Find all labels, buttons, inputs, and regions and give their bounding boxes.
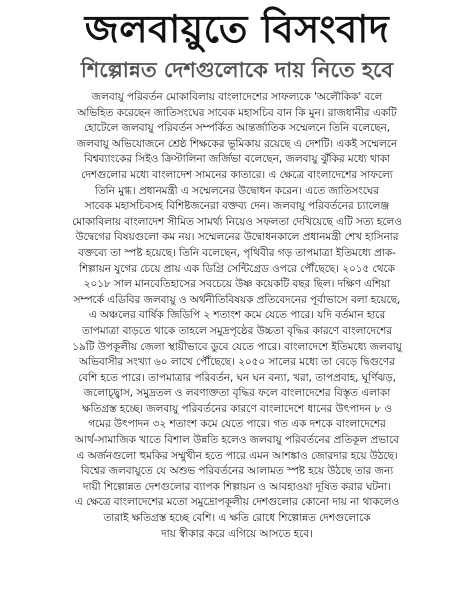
body-line: এ ক্ষেত্রে বাংলাদেশের মতো সমুদ্রোপকূলীয় দেশগুলোর কোনো দায় না থাকলেও [74, 496, 400, 509]
body-line: জলবায়ু অভিযোজনে শ্রেষ্ঠ শিক্ষকের ভূমিকায় রয়েছে এ দেশটি। একই সম্মেলনে [76, 137, 398, 150]
body-line: তাপমাত্রা বাড়তে থাকে তাহলে সমুদ্রপৃষ্ঠের উচ্চতা বৃদ্ধির কারণে বাংলাদেশের [81, 324, 392, 337]
body-line: অভিহিত করেছেন জাতিসংঘের সাবেক মহাসচিব বান কি মুন। রাজধানীর একটি [77, 106, 397, 119]
body-line: গমের উৎপাদন ৩২ শতাংশ কমে যেতে পারে। গত এক দশকে বাংলাদেশের [88, 418, 386, 431]
body-line: হোটেলে জলবায়ু পরিবর্তন সম্পর্কিত আন্তর্জাতিক সম্মেলনে তিনি বলেছেন, [83, 122, 391, 135]
body-line: দেশগুলোর মধ্যে বাংলাদেশ সামনের কাতারে। এ ক্ষেত্রে বাংলাদেশের সাফল্যে [81, 168, 393, 181]
headline: জলবায়ুতে বিসংবাদ [84, 7, 390, 51]
body-line: উদ্বেগের বিষয়গুলো কম নয়। সম্মেলনের উদ্বোধনকালে প্রধানমন্ত্রী শেখ হাসিনার [75, 231, 399, 244]
body-line: দায়ী শিল্পোন্নত দেশগুলোর ব্যাপক শিল্পায়ন ও আবহাওয়া দূষিত করার ঘটনা। [83, 480, 391, 493]
article-body [10, 90, 464, 542]
body-line: মোকাবিলায় বাংলাদেশ সীমিত সামর্থ্য নিয়েও সফলতা দেখিয়েছে এটি সত্য হলেও [72, 215, 402, 228]
subheadline: শিল্পোন্নত দেশগুলোকে দায় নিতে হবে [80, 58, 394, 82]
body-line: ক্ষতিগ্রস্ত হচ্ছে। জলবায়ু পরিবর্তনের কারণে বাংলাদেশে ধানের উৎপাদন ৮ ও [82, 402, 392, 415]
body-line: তিনি মুগ্ধ। প্রধানমন্ত্রী এ সম্মেলনের উদ্বোধন করেন। এতে জাতিসংঘের [94, 184, 380, 197]
body-line: জলোচ্ছ্বাস, সমুদ্রতল ও লবণাক্ততা বৃদ্ধির ফলে বাংলাদেশের বিস্তৃত এলাকা [83, 387, 391, 400]
body-line: তারাই ক্ষতিগ্রস্ত হচ্ছে বেশি। এ ক্ষতি রোধে শিল্পোন্নত দেশগুলোকে [103, 512, 371, 525]
body-line: বিশ্বব্যাংকের সিইও ক্রিস্টালিনা জর্জিভা বলেছেন, জলবায়ু ঝুঁকির মধ্যে থাকা [83, 153, 391, 166]
body-line: ২০১৮ সাল মানবেতিহাসের সবচেয়ে উষ্ণ কয়েকটি বছর ছিল। দক্ষিণ এশিয়া [83, 278, 391, 291]
body-line: অভিবাসীর সংখ্যা ৬০ লাখে পৌঁছেছে। ২০৫০ সালের মধ্যে তা বেড়ে দ্বিগুণের [79, 356, 395, 369]
body-line: এ অর্জনগুলো হুমকির সম্মুখীন হতে পারে এমন আশঙ্কাও জোরদার হয়ে উঠছে। [76, 449, 398, 462]
body-line: দায় স্বীকার করে এগিয়ে আসতে হবে। [161, 527, 313, 540]
body-line: বিশ্বের জলবায়ুতে যে অশুভ পরিবর্তনের আলামত স্পষ্ট হয়ে উঠছে তার জন্য [80, 465, 394, 478]
body-line: এ অঞ্চলের বার্ষিক জিডিপি ২ শতাংশ কমে যেতে পারে। যদি বর্তমান হারে [88, 309, 386, 322]
body-line: আর্থ-সামাজিক খাতে বিশাল উন্নতি হলেও জলবায়ু পরিবর্তনের প্রতিকূল প্রভাবে [75, 434, 399, 447]
body-line: শিল্পায়ন যুগের চেয়ে প্রায় এক ডিগ্রি সেন্টিগ্রেড ওপরে পৌঁছেছে। ২০১৫ থেকে [79, 262, 395, 275]
body-line: সম্পর্কে এডিবির জলবায়ু ও অর্থনীতিবিষয়ক প্রতিবেদনের পূর্বাভাসে বলা হয়েছে, [73, 293, 401, 306]
body-line: বেশি হতে পারে। তাপমাত্রার পরিবর্তন, ঘন ঘন বন্যা, খরা, তাপপ্রবাহ, ঘূর্ণিঝড়, [78, 371, 396, 384]
body-line: বক্তব্যে তা স্পষ্ট হয়েছে। তিনি বলেছেন, পৃথিবীর গড় তাপমাত্রা ইতিমধ্যে প্রাক- [78, 246, 396, 259]
body-line: জলবায়ু পরিবর্তন মোকাবিলায় বাংলাদেশের সাফল্যকে 'অলৌকিক' বলে [91, 91, 383, 103]
body-line: ১৯টি উপকূলীয় জেলা স্থায়ীভাবে ডুবে যেতে পারে। বাংলাদেশে ইতিমধ্যে জলবায়ু [72, 340, 402, 353]
body-line: সাবেক মহাসচিবসহ বিশিষ্টজনেরা বক্তব্য দেন। জলবায়ু পরিবর্তনের চ্যালেঞ্জ [84, 200, 390, 213]
